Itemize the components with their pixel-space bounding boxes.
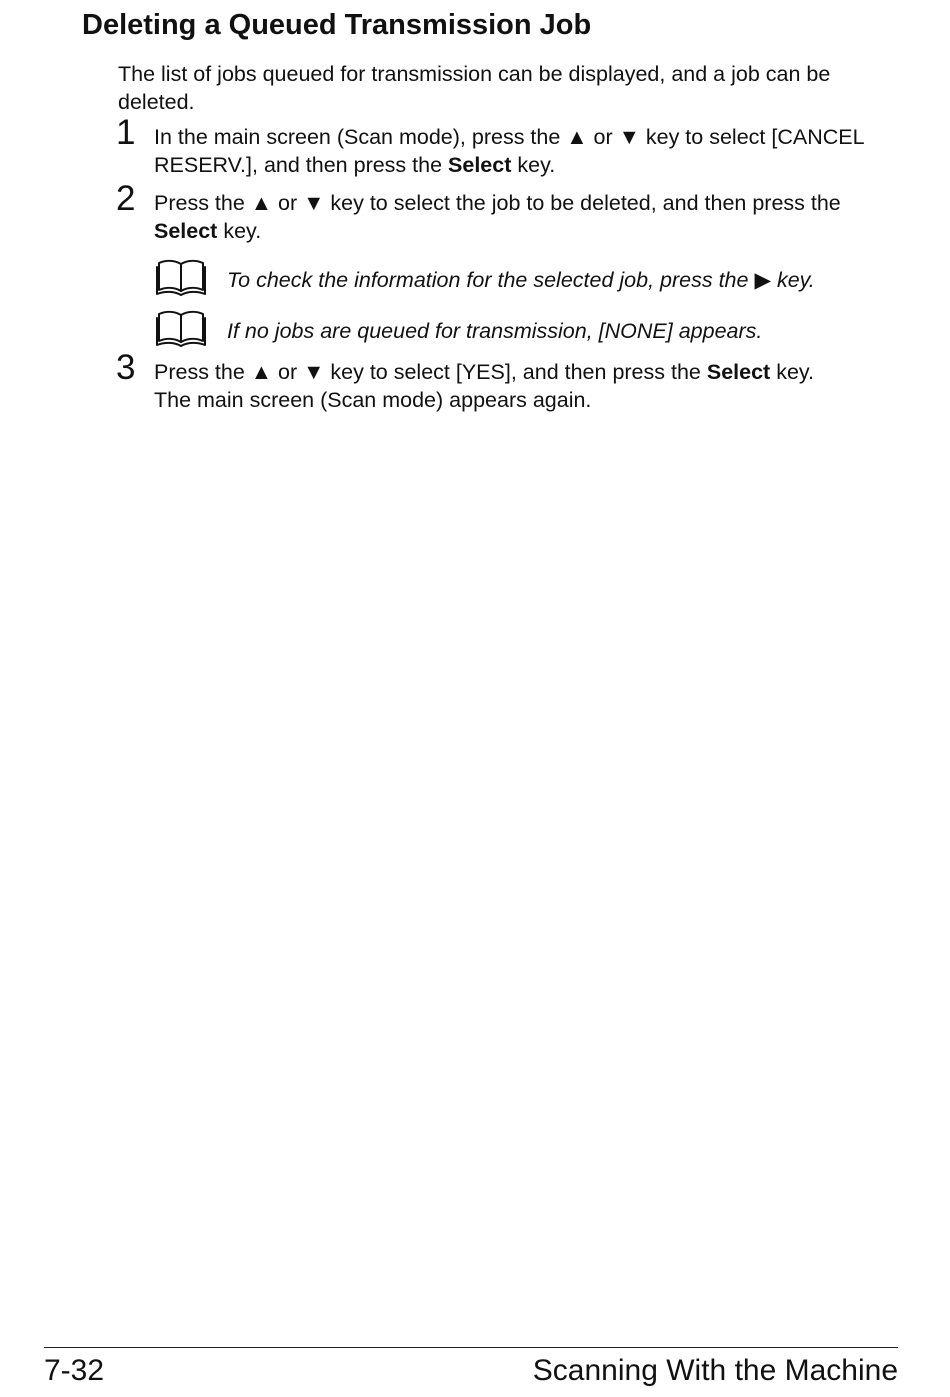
step-number: 2 (116, 179, 136, 218)
open-book-icon (155, 308, 207, 348)
step-number: 1 (116, 113, 136, 152)
step-text-segment: key. (217, 219, 262, 243)
note-1 (0, 257, 950, 301)
select-key-label: Select (448, 153, 512, 177)
open-book-icon (155, 257, 207, 297)
step-result: The main screen (Scan mode) appears again. (154, 388, 592, 412)
note-text: If no jobs are queued for transmission, [NONE] appears. (227, 319, 763, 343)
chapter-title: Scanning With the Machine (532, 1354, 898, 1387)
step-line (154, 217, 914, 245)
select-key-label: Select (154, 219, 218, 243)
step-number: 3 (116, 348, 136, 387)
intro-line: The list of jobs queued for transmission can be displayed, and a job can be (118, 62, 831, 86)
step-text-segment: RESERV.], and then press the (154, 153, 449, 177)
step-text-segment: Press the ▲ or ▼ key to select [YES], and then press the (154, 360, 707, 384)
page-number: 7-32 (44, 1354, 105, 1387)
intro-paragraph (118, 60, 908, 116)
footer-divider (44, 1347, 898, 1348)
note-2 (0, 308, 950, 352)
step-line: In the main screen (Scan mode), press the ▲ or ▼ key to select [CANCEL (154, 125, 865, 149)
step-text-segment: key. (511, 153, 556, 177)
step-text (154, 123, 914, 179)
note-text: To check the information for the selected job, press the ▶ key. (227, 268, 815, 292)
step-text (154, 358, 914, 414)
intro-line: deleted. (118, 90, 195, 114)
step-line (154, 151, 914, 179)
step-text (154, 189, 914, 245)
step-line (154, 358, 914, 386)
page-title: Deleting a Queued Transmission Job (82, 9, 592, 41)
select-key-label: Select (706, 360, 771, 384)
step-text-segment: key. (770, 360, 815, 384)
step-line: Press the ▲ or ▼ key to select the job to be deleted, and then press the (154, 191, 841, 215)
